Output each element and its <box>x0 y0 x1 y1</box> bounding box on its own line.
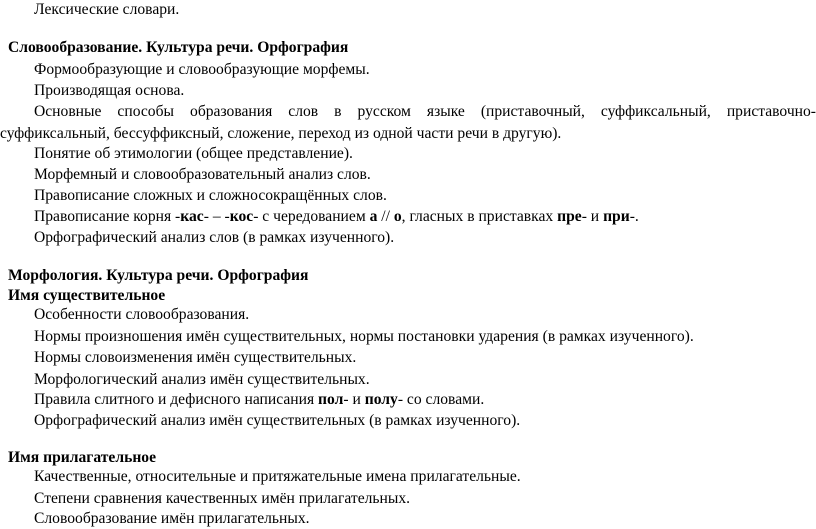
subsection-heading: Имя прилагательное <box>8 449 157 466</box>
text-line: Правописание сложных и сложносокращённых слов. <box>34 187 387 204</box>
text-line: Качественные, относительные и притяжательные имена прилагательные. <box>34 468 521 485</box>
text-line: Орфографический анализ имён существительных (в рамках изученного). <box>34 412 521 429</box>
text-line: Формообразующие и словообразующие морфемы. <box>34 61 370 78</box>
text-line: Орфографический анализ слов (в рамках изученного). <box>34 229 395 246</box>
text-line: Нормы произношения имён существительных, нормы постановки ударения (в рамках изученного). <box>34 328 694 345</box>
section-heading: Морфология. Культура речи. Орфография <box>8 267 309 284</box>
text-line: Производящая основа. <box>34 82 185 99</box>
text-line: Нормы словоизменения имён существительных. <box>34 349 357 366</box>
section-heading: Словообразование. Культура речи. Орфография <box>8 39 349 56</box>
text-line: Понятие об этимологии (общее представление). <box>34 145 353 162</box>
text-paragraph: Основные способы образования слов в русском языке (приставочный, суффиксальный, приставочно-суффиксальный, бессуффиксный, сложение, переход из одной части речи в другую). <box>0 103 816 142</box>
text-line: Особенности словообразования. <box>34 306 250 323</box>
text-line-pol-spelling: Правила слитного и дефисного написания пол- и полу- со словами. <box>34 391 485 408</box>
text-line: Словообразование имён прилагательных. <box>34 510 310 527</box>
subsection-heading: Имя существительное <box>8 287 166 304</box>
text-line-root-spelling: Правописание корня -кас- – -кос- с чередованием а // о, гласных в приставках пре- и при-. <box>34 208 639 225</box>
text-line: Морфемный и словообразовательный анализ слов. <box>34 166 371 183</box>
text-line: Степени сравнения качественных имён прилагательных. <box>34 490 411 507</box>
text-line: Морфологический анализ имён существительных. <box>34 371 370 388</box>
text-line: Лексические словари. <box>34 1 180 18</box>
